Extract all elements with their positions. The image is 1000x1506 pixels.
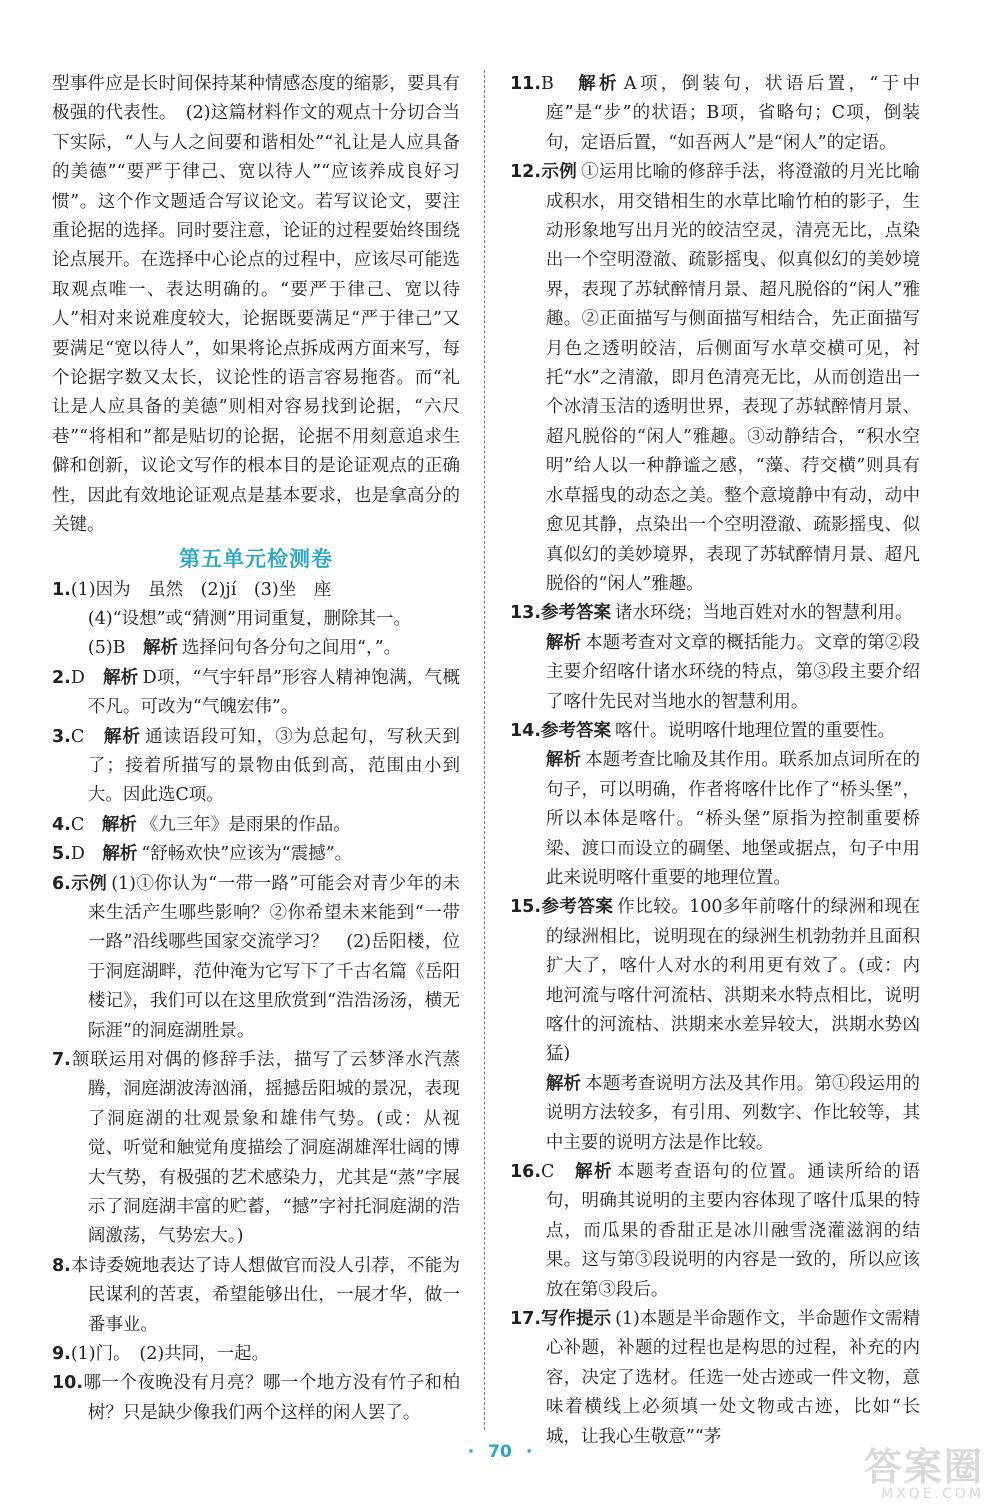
reference-answer-label: 参考答案 xyxy=(541,720,612,741)
question-number: 11. xyxy=(510,74,542,94)
question-number: 3. xyxy=(52,726,71,747)
answer-text: C xyxy=(70,726,104,747)
question-5 xyxy=(52,840,460,869)
question-13-explanation xyxy=(510,629,920,717)
answer-text: (5)B xyxy=(87,638,144,659)
explanation-text: 本题考查语句的位置。通读所给的语句，明确其说明的主要内容体现了喀什瓜果的特点，而瓜果的香甜正是冰川融雪浇灌滋润的结果。这与第③段说明的内容是一致的，所以应该放在第③段后。 xyxy=(545,1162,920,1300)
explanation-label: 解析 xyxy=(102,667,139,688)
question-number: 2. xyxy=(52,667,71,688)
question-4 xyxy=(52,811,460,840)
watermark-url: MXQE.COM xyxy=(881,1486,984,1502)
question-6 xyxy=(52,870,460,1046)
writing-tip-label: 写作提示 xyxy=(541,1309,612,1330)
page-number xyxy=(0,1442,1000,1462)
answer-text: (1)门。 (2)共同，一起。 xyxy=(70,1344,270,1365)
explanation-text: 《九三年》是雨果的作品。 xyxy=(140,814,351,835)
question-number: 10. xyxy=(52,1373,84,1394)
reference-answer-label: 参考答案 xyxy=(541,603,612,624)
example-label: 示例 xyxy=(541,162,578,183)
answer-text: D xyxy=(70,667,103,688)
answer-text: D xyxy=(70,844,103,865)
explanation-label: 解析 xyxy=(103,726,142,747)
question-number: 16. xyxy=(510,1162,542,1183)
watermark-title: 答案圈 xyxy=(863,1445,984,1489)
question-1-line-2: (4)“设想”或“猜测”用词重复，删除其一。 xyxy=(87,608,411,629)
right-column xyxy=(510,70,920,1452)
explanation-label: 解析 xyxy=(102,844,138,865)
question-15-explanation xyxy=(510,1070,920,1158)
explanation-label: 解析 xyxy=(101,814,137,835)
explanation-text: 本题考查说明方法及其作用。第①段运用的说明方法较多，有引用、列数字、作比较等，其中主要的说明方法是作比较。 xyxy=(545,1073,921,1153)
question-7 xyxy=(52,1046,460,1252)
question-14-explanation xyxy=(510,746,920,893)
question-1 xyxy=(52,576,460,605)
question-number: 9. xyxy=(52,1344,71,1365)
answer-text: (1)①你认为“一带一路”可能会对青少年的未来生活产生哪些影响？②你希望未来能到“一带一路”沿线哪些国家交流学习？ (2)岳阳楼，位于洞庭湖畔，范仲淹为它写下了千古名篇《岳阳楼记》，我们可以在这里欣赏到“浩浩汤汤，横无际涯”的洞庭湖胜景。 xyxy=(87,873,461,1041)
question-14 xyxy=(510,717,920,746)
answer-text: (1)因为 虽然 (2)jí (3)坐 座 xyxy=(70,579,332,600)
answer-text: 颔联运用对偶的修辞手法，描写了云梦泽水汽蒸腾，洞庭湖波涛汹涌，摇撼岳阳城的景况，表现了洞庭湖的壮观景象和雄伟气势。(或：从视觉、听觉和触觉角度描绘了洞庭湖雄浑壮阔的博大气势，有极强的艺术感染力，尤其是“蒸”字展示了洞庭湖丰富的贮蓄，“撼”字衬托洞庭湖的浩阔激荡，气势宏大。) xyxy=(70,1050,460,1247)
explanation-text: 本题考查对文章的概括能力。文章的第②段主要介绍喀什诸水环绕的特点，第③段主要介绍了喀什先民对当地水的智慧利用。 xyxy=(545,632,921,712)
question-15 xyxy=(510,893,920,1069)
question-17 xyxy=(510,1305,920,1452)
answer-text: 本诗委婉地表达了诗人想做官而没人引荐，不能为民谋利的苦衷，希望能够出仕，一展才华，做一番事业。 xyxy=(70,1255,460,1335)
question-12 xyxy=(510,158,920,599)
question-number: 14. xyxy=(510,720,542,741)
question-16 xyxy=(510,1158,920,1305)
page-number-value: 70 xyxy=(488,1442,512,1462)
question-number: 8. xyxy=(52,1255,71,1276)
explanation-label: 解析 xyxy=(545,1073,582,1094)
question-8 xyxy=(52,1252,460,1340)
question-number: 17. xyxy=(510,1309,542,1330)
example-label: 示例 xyxy=(70,873,108,894)
explanation-text: A项，倒装句，状语后置，“于中庭”是“步”的状语；B项，省略句；C项，倒装句，定语后置，“如吾两人”是“闲人”的定语。 xyxy=(545,74,920,153)
answer-text: C xyxy=(541,1162,575,1183)
page-number-dot-left: · xyxy=(467,1442,475,1462)
question-number: 6. xyxy=(52,873,71,894)
answer-text: B xyxy=(541,74,579,94)
explanation-label: 解析 xyxy=(545,632,582,653)
intro-paragraph: 型事件应是长时间保持某种情感态度的缩影，要具有极强的代表性。 (2)这篇材料作文的观点十分切合当下实际，“人与人之间要和谐相处”“礼让是人应具备的美德”“要严于律己、宽以待人”“应该养成良好习惯”。这个作文题适合写议论文。若写议论文，要注重论据的选择。同时要注意，论证的过程要始终围绕论点展开。在选择中心论点的过程中，应该尽可能选取观点唯一、表达明确的。“要严于律己、宽以待人”相对来说难度较大，论据既要满足“严于律己”又要满足“宽以待人”，如果将论点拆成两方面来写，每个论据字数又太长，议论性的语言容易拖沓。而“礼让是人应具备的美德”则相对容易找到论据，“六尺巷”“将相和”都是贴切的论据，论据不用刻意追求生僻和创新，议论文写作的根本目的是论证观点的正确性，因此有效地论证观点是基本要求，也是拿高分的关键。 xyxy=(52,74,460,536)
left-column xyxy=(52,70,460,1428)
answer-text: 诸水环绕；当地百姓对水的智慧利用。 xyxy=(615,603,913,624)
question-2 xyxy=(52,664,460,723)
answer-text: 喀什。说明喀什地理位置的重要性。 xyxy=(615,720,896,741)
explanation-text: 选择问句各分句之间用“，”。 xyxy=(182,638,402,659)
question-9 xyxy=(52,1340,460,1369)
question-number: 5. xyxy=(52,844,71,865)
answer-text: C xyxy=(70,814,102,835)
explanation-label: 解析 xyxy=(545,750,582,771)
question-number: 12. xyxy=(510,162,542,183)
explanation-label: 解析 xyxy=(574,1162,614,1183)
question-number: 4. xyxy=(52,814,71,835)
question-11 xyxy=(510,70,920,158)
explanation-label: 解析 xyxy=(578,74,620,94)
question-3 xyxy=(52,723,460,811)
question-10 xyxy=(52,1369,460,1428)
question-number: 15. xyxy=(510,897,542,918)
page-number-dot-right: · xyxy=(525,1442,533,1462)
watermark-logo xyxy=(863,1445,984,1502)
reference-answer-label: 参考答案 xyxy=(541,897,614,918)
explanation-text: 本题考查比喻及其作用。联系加点词所在的句子，可以明确，作者将喀什比作了“桥头堡”，所以本体是喀什。“桥头堡”原指为控制重要桥梁、渡口而设立的碉堡、地堡或据点，句子中用此来说明喀什重要的地理位置。 xyxy=(545,750,921,888)
question-13 xyxy=(510,599,920,628)
explanation-text: “舒畅欢快”应该为“震撼”。 xyxy=(141,844,353,865)
answer-text: 哪一个夜晚没有月亮？哪一个地方没有竹子和柏树？只是缺少像我们两个这样的闲人罢了。 xyxy=(83,1373,460,1423)
answer-text: ①运用比喻的修辞手法，将澄澈的月光比喻成积水，用交错相生的水草比喻竹柏的影子，生动形象地写出月光的皎洁空灵，清亮无比，点染出一个空明澄澈、疏影摇曳、似真似幻的美妙境界，表现了苏轼醉情月景、超凡脱俗的“闲人”雅趣。②正面描写与侧面描写相结合，先正面描写月色之透明皎洁，后侧面写水草交横可见，衬托“水”之清澈，即月色清亮无比，从而创造出一个冰清玉洁的透明世界，表现了苏轼醉情月景、超凡脱俗的“闲人”雅趣。③动静结合，“积水空明”给人以一种静谧之感，“藻、荇交横”则具有水草摇曳的动态之美。整个意境静中有动，动中愈见其静，点染出一个空明澄澈、疏影摇曳、似真似幻的美妙境界，表现了苏轼醉情月景、超凡脱俗的“闲人”雅趣。 xyxy=(545,162,921,594)
answer-text: 作比较。100多年前喀什的绿洲和现在的绿洲相比，说明现在的绿洲生机勃勃并且面积扩大了，喀什人对水的利用更有效了。(或：内地河流与喀什河流枯、洪期来水特点相比，说明喀什的河流枯、洪期来水差异较大，洪期水势凶猛) xyxy=(545,897,921,1065)
answer-text: (1)本题是半命题作文，半命题作文需精心补题，补题的过程也是构思的过程，补充的内容，决定了选材。任选一处古迹或一件文物，意味着横线上必须填一处文物或古迹，比如“长城，让我心生敬意”“茅 xyxy=(545,1309,920,1447)
section-title: 第五单元检测卷 xyxy=(179,546,333,571)
question-1-line-3 xyxy=(52,634,460,663)
column-divider xyxy=(484,70,485,1430)
question-number: 1. xyxy=(52,579,71,600)
explanation-text: 通读语段可知，③为总起句，写秋天到了；接着所描写的景物由低到高，范围由小到大。因此选C项。 xyxy=(87,726,461,806)
question-number: 13. xyxy=(510,603,542,624)
explanation-label: 解析 xyxy=(143,638,179,659)
explanation-text: D项，“气宇轩昂”形容人精神饱满，气概不凡。可改为“气魄宏伟”。 xyxy=(87,667,460,718)
question-number: 7. xyxy=(52,1050,71,1070)
